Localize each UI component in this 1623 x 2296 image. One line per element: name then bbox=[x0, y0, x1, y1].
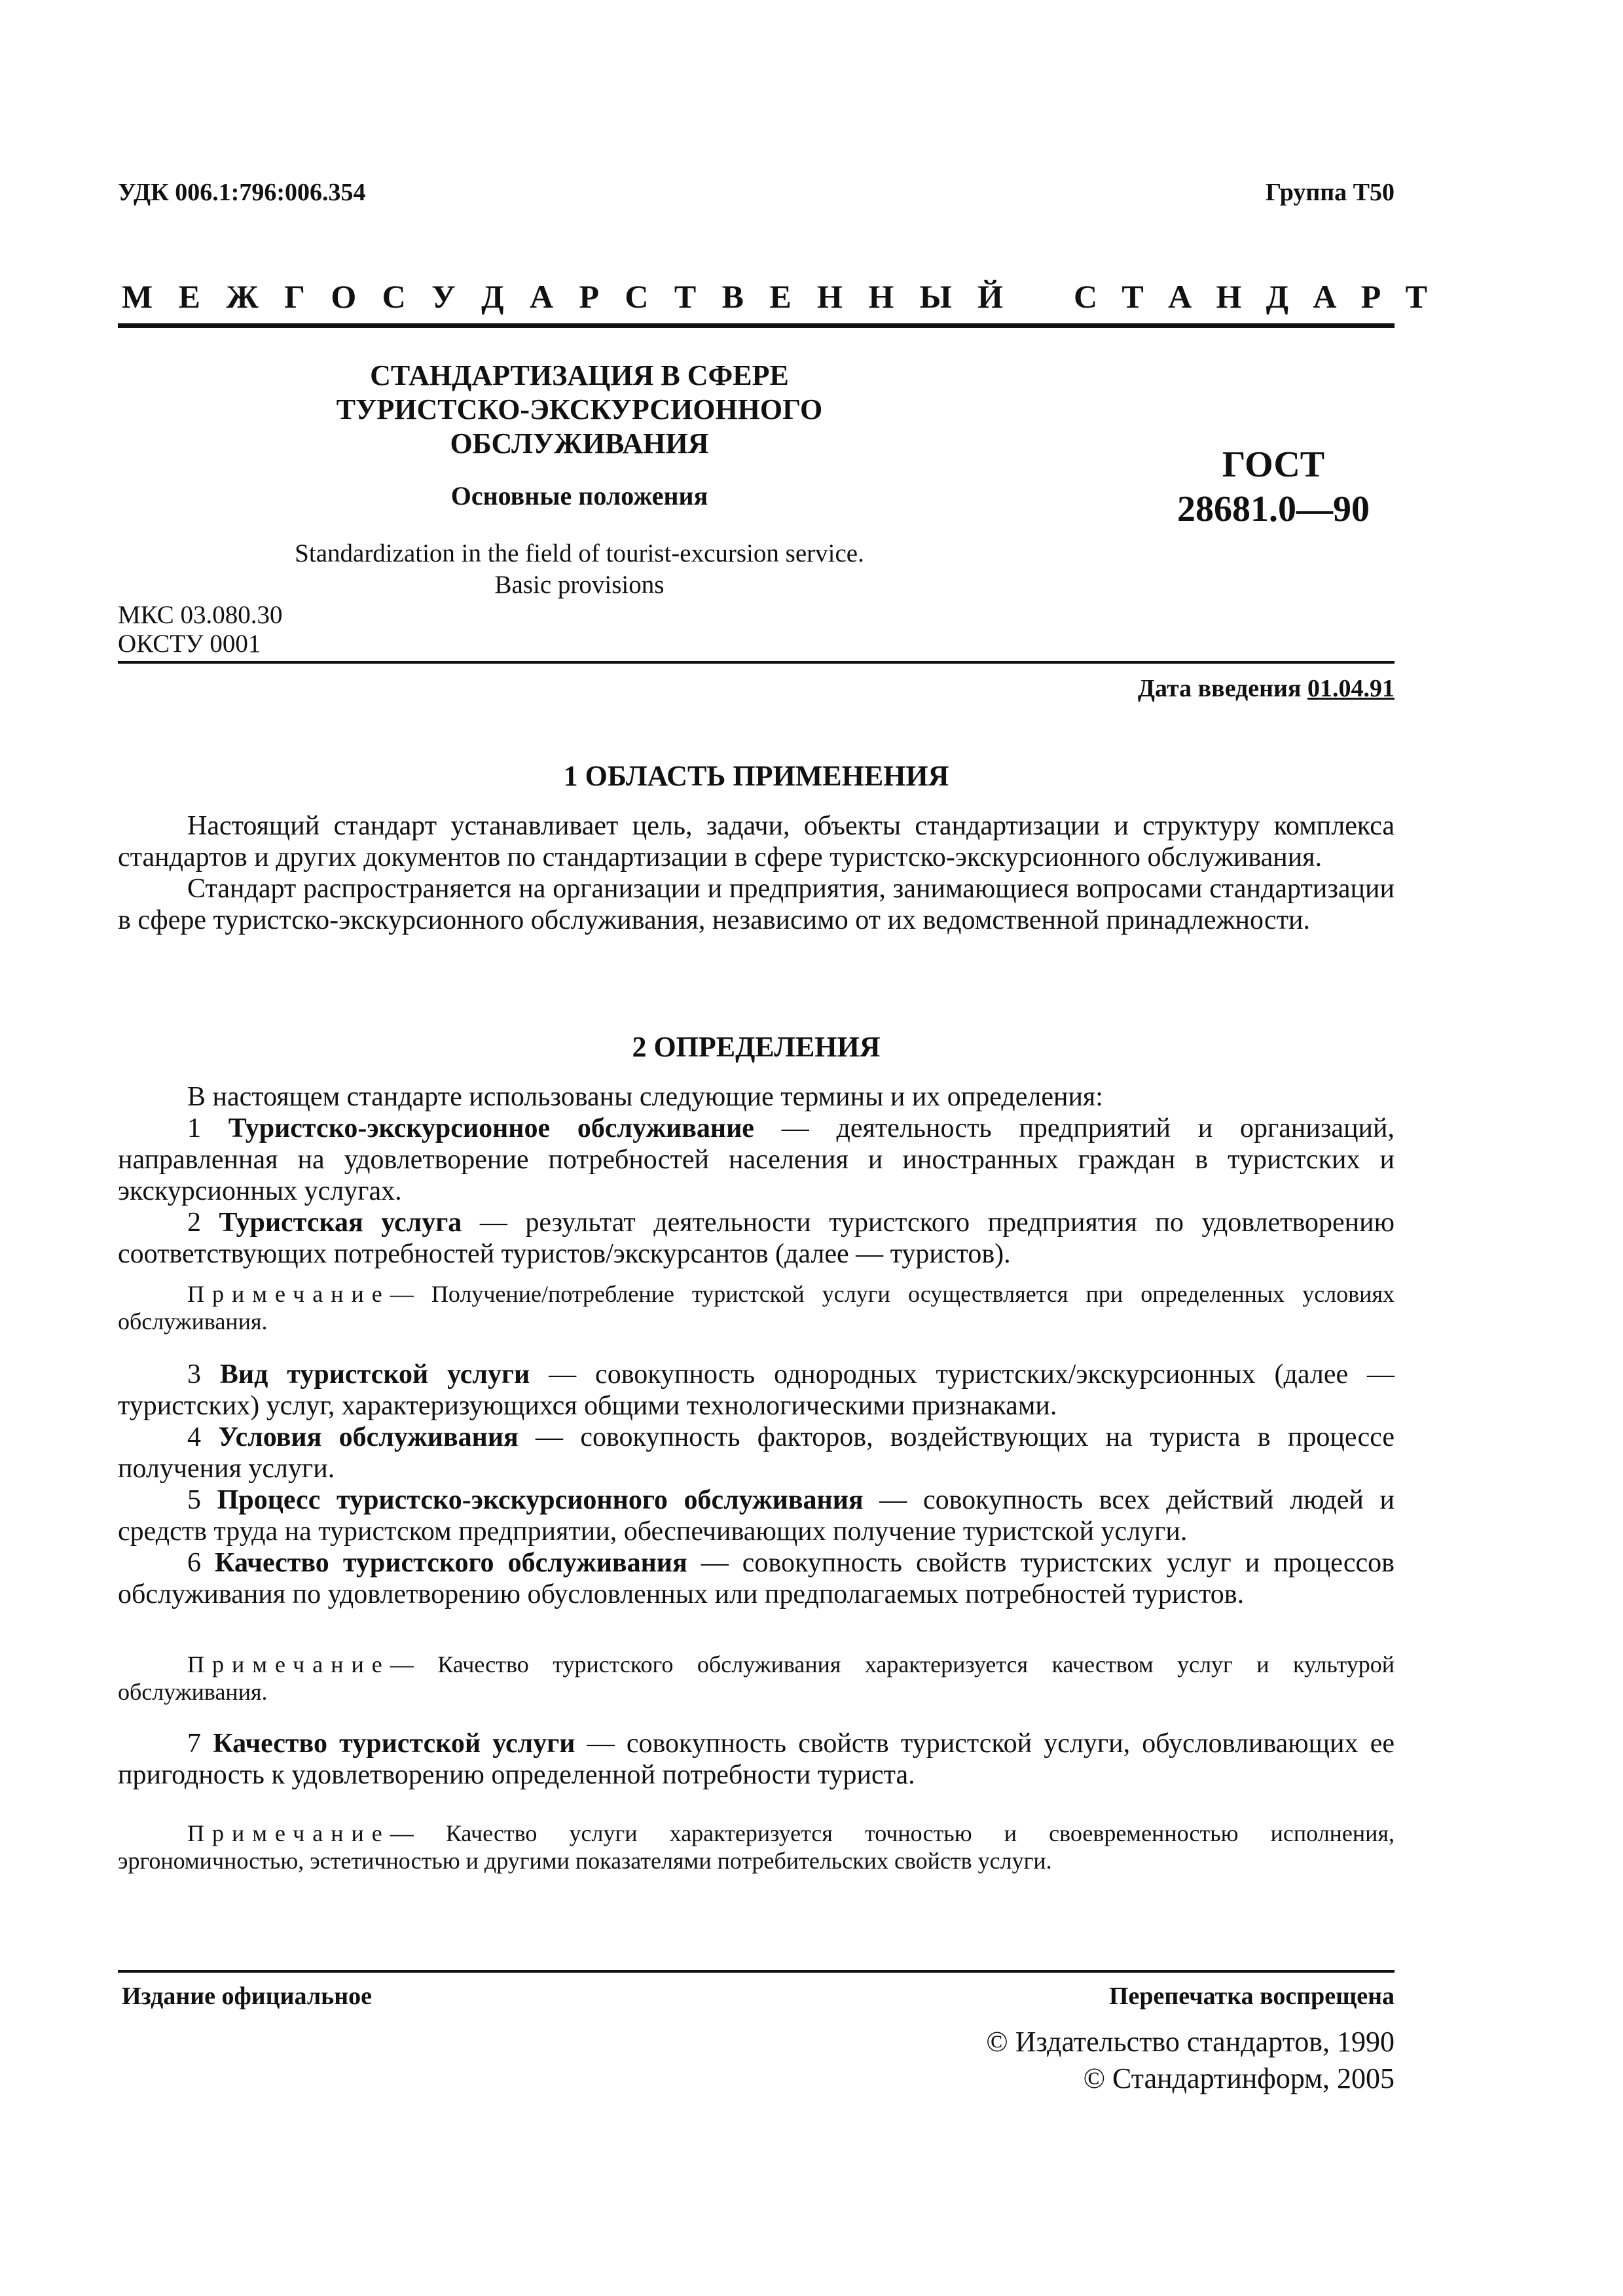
term-7-definition: — совокупность свойств туристской услуги, обусловливающих ее пригодность к удовлетворению определенной потребности туриста. bbox=[118, 1729, 1395, 1790]
term-4 bbox=[118, 1422, 1395, 1484]
note-1-label: Примечание bbox=[187, 1281, 390, 1307]
title-rule bbox=[118, 661, 1395, 664]
document-subtitle: Основные положения bbox=[450, 481, 708, 511]
section-2-intro: В настоящем стандарте использованы следующие термины и их определения: bbox=[187, 1082, 1103, 1112]
section-1-heading: 1 ОБЛАСТЬ ПРИМЕНЕНИЯ bbox=[563, 760, 949, 792]
okstu-code: ОКСТУ 0001 bbox=[118, 630, 261, 658]
term-4-definition: — совокупность факторов, воздействующих на туриста в процессе получения услуги. bbox=[118, 1422, 1395, 1484]
copyright-block bbox=[986, 2024, 1395, 2097]
term-7-name: Качество туристской услуги bbox=[213, 1729, 575, 1759]
note-3-text: — Качество услуги характеризуется точностью и своевременностью исполнения, эргономичностью, эстетичностью и другими показателями потребительских свойств услуги. bbox=[118, 1820, 1395, 1874]
note-2-label: Примечание bbox=[187, 1651, 390, 1677]
gost-line-2: 28681.0—90 bbox=[1177, 489, 1370, 529]
section-2-block-c bbox=[118, 1728, 1395, 1791]
section-2-block-a bbox=[118, 1081, 1395, 1270]
banner-word-2 bbox=[1074, 278, 1427, 315]
term-2-number: 2 bbox=[187, 1208, 201, 1238]
english-title bbox=[196, 538, 962, 601]
term-6-number: 6 bbox=[187, 1548, 201, 1578]
term-7 bbox=[118, 1728, 1395, 1791]
term-6-definition: — совокупность свойств туристских услуг и процессов обслуживания по удовлетворению обусловленных или предполагаемых потребностей туристов. bbox=[118, 1548, 1395, 1609]
effective-date-label: Дата введения bbox=[1137, 675, 1302, 702]
term-2-name: Туристская услуга bbox=[219, 1208, 462, 1238]
term-1 bbox=[118, 1113, 1395, 1207]
term-6-name: Качество туристского обслуживания bbox=[215, 1548, 687, 1578]
footer-rule bbox=[118, 1970, 1395, 1973]
section-2-block-b bbox=[118, 1359, 1395, 1610]
note-3-label: Примечание bbox=[187, 1820, 390, 1846]
section-1-paragraph-2: Стандарт распространяется на организации и предприятия, занимающиеся вопросами стандартизации в сфере туристско-экскурсионного обслуживания, независимо от их ведомственной принадлежности. bbox=[118, 874, 1395, 935]
note-2-text: — Качество туристского обслуживания характеризуется качеством услуг и культурой обслуживания. bbox=[118, 1651, 1395, 1705]
effective-date bbox=[1138, 674, 1395, 703]
term-4-name: Условия обслуживания bbox=[218, 1422, 519, 1452]
banner-word-1-text: М Е Ж Г О С У Д А Р С Т В Е Н Н Ы Й bbox=[122, 278, 1003, 315]
document-title bbox=[282, 359, 877, 461]
term-7-number: 7 bbox=[187, 1729, 201, 1759]
copyright-line-1: © Издательство стандартов, 1990 bbox=[986, 2026, 1395, 2058]
classification-codes bbox=[118, 601, 282, 658]
term-5 bbox=[118, 1484, 1395, 1547]
term-5-definition: — совокупность всех действий людей и средств труда на туристском предприятии, обеспечивающих получение туристской услуги. bbox=[118, 1485, 1395, 1547]
official-edition: Издание официальное bbox=[122, 1982, 373, 2010]
term-3-definition: — совокупность однородных туристских/экскурсионных (далее — туристских) услуг, характеризующихся общими технологическими признаками. bbox=[118, 1359, 1395, 1421]
title-line-1: СТАНДАРТИЗАЦИЯ В СФЕРЕ bbox=[370, 359, 789, 391]
term-4-number: 4 bbox=[187, 1422, 201, 1452]
gost-number bbox=[1152, 442, 1395, 531]
section-1-body bbox=[118, 810, 1395, 936]
term-5-number: 5 bbox=[187, 1485, 201, 1515]
effective-date-value: 01.04.91 bbox=[1307, 675, 1395, 702]
term-1-name: Туристско-экскурсионное обслуживание bbox=[228, 1113, 754, 1143]
copyright-line-2: © Стандартинформ, 2005 bbox=[1083, 2062, 1395, 2094]
udk-code: УДК 006.1:796:006.354 bbox=[118, 179, 366, 206]
section-1-paragraph-1: Настоящий стандарт устанавливает цель, задачи, объекты стандартизации и структуру комплекса стандартов и других документов по стандартизации в сфере туристско-экскурсионного обслуживания. bbox=[118, 811, 1395, 872]
mks-code: МКС 03.080.30 bbox=[118, 601, 283, 629]
term-3-number: 3 bbox=[187, 1359, 201, 1390]
banner-word-1 bbox=[122, 278, 1003, 315]
note-1 bbox=[118, 1280, 1395, 1335]
term-3 bbox=[118, 1359, 1395, 1422]
section-2-heading: 2 ОПРЕДЕЛЕНИЯ bbox=[632, 1031, 881, 1063]
group-code: Группа Т50 bbox=[1265, 179, 1395, 206]
term-1-definition: — деятельность предприятий и организаций, направленная на удовлетворение потребностей населения и иностранных граждан в туристских и экскурсионных услугах. bbox=[118, 1113, 1395, 1206]
term-1-number: 1 bbox=[187, 1113, 201, 1143]
note-2 bbox=[118, 1651, 1395, 1706]
title-line-3: ОБСЛУЖИВАНИЯ bbox=[450, 427, 709, 459]
term-5-name: Процесс туристско-экскурсионного обслуживания bbox=[217, 1485, 864, 1515]
english-title-line-2: Basic provisions bbox=[494, 571, 665, 599]
term-3-name: Вид туристской услуги bbox=[219, 1359, 530, 1390]
term-2-definition: — результат деятельности туристского предприятия по удовлетворению соответствующих потребностей туристов/экскурсантов (далее — туристов). bbox=[118, 1208, 1395, 1269]
header-rule bbox=[118, 323, 1395, 328]
gost-line-1: ГОСТ bbox=[1222, 444, 1325, 485]
title-line-2: ТУРИСТСКО-ЭКСКУРСИОННОГО bbox=[336, 393, 823, 425]
banner-word-2-text: С Т А Н Д А Р Т bbox=[1074, 278, 1427, 315]
note-3 bbox=[118, 1820, 1395, 1874]
note-1-text: — Получение/потребление туристской услуги осуществляется при определенных условиях обслуживания. bbox=[118, 1281, 1395, 1335]
english-title-line-1: Standardization in the field of tourist-excursion service. bbox=[295, 539, 864, 567]
term-2 bbox=[118, 1207, 1395, 1270]
term-6 bbox=[118, 1547, 1395, 1610]
reprint-notice: Перепечатка воспрещена bbox=[1108, 1982, 1395, 2010]
